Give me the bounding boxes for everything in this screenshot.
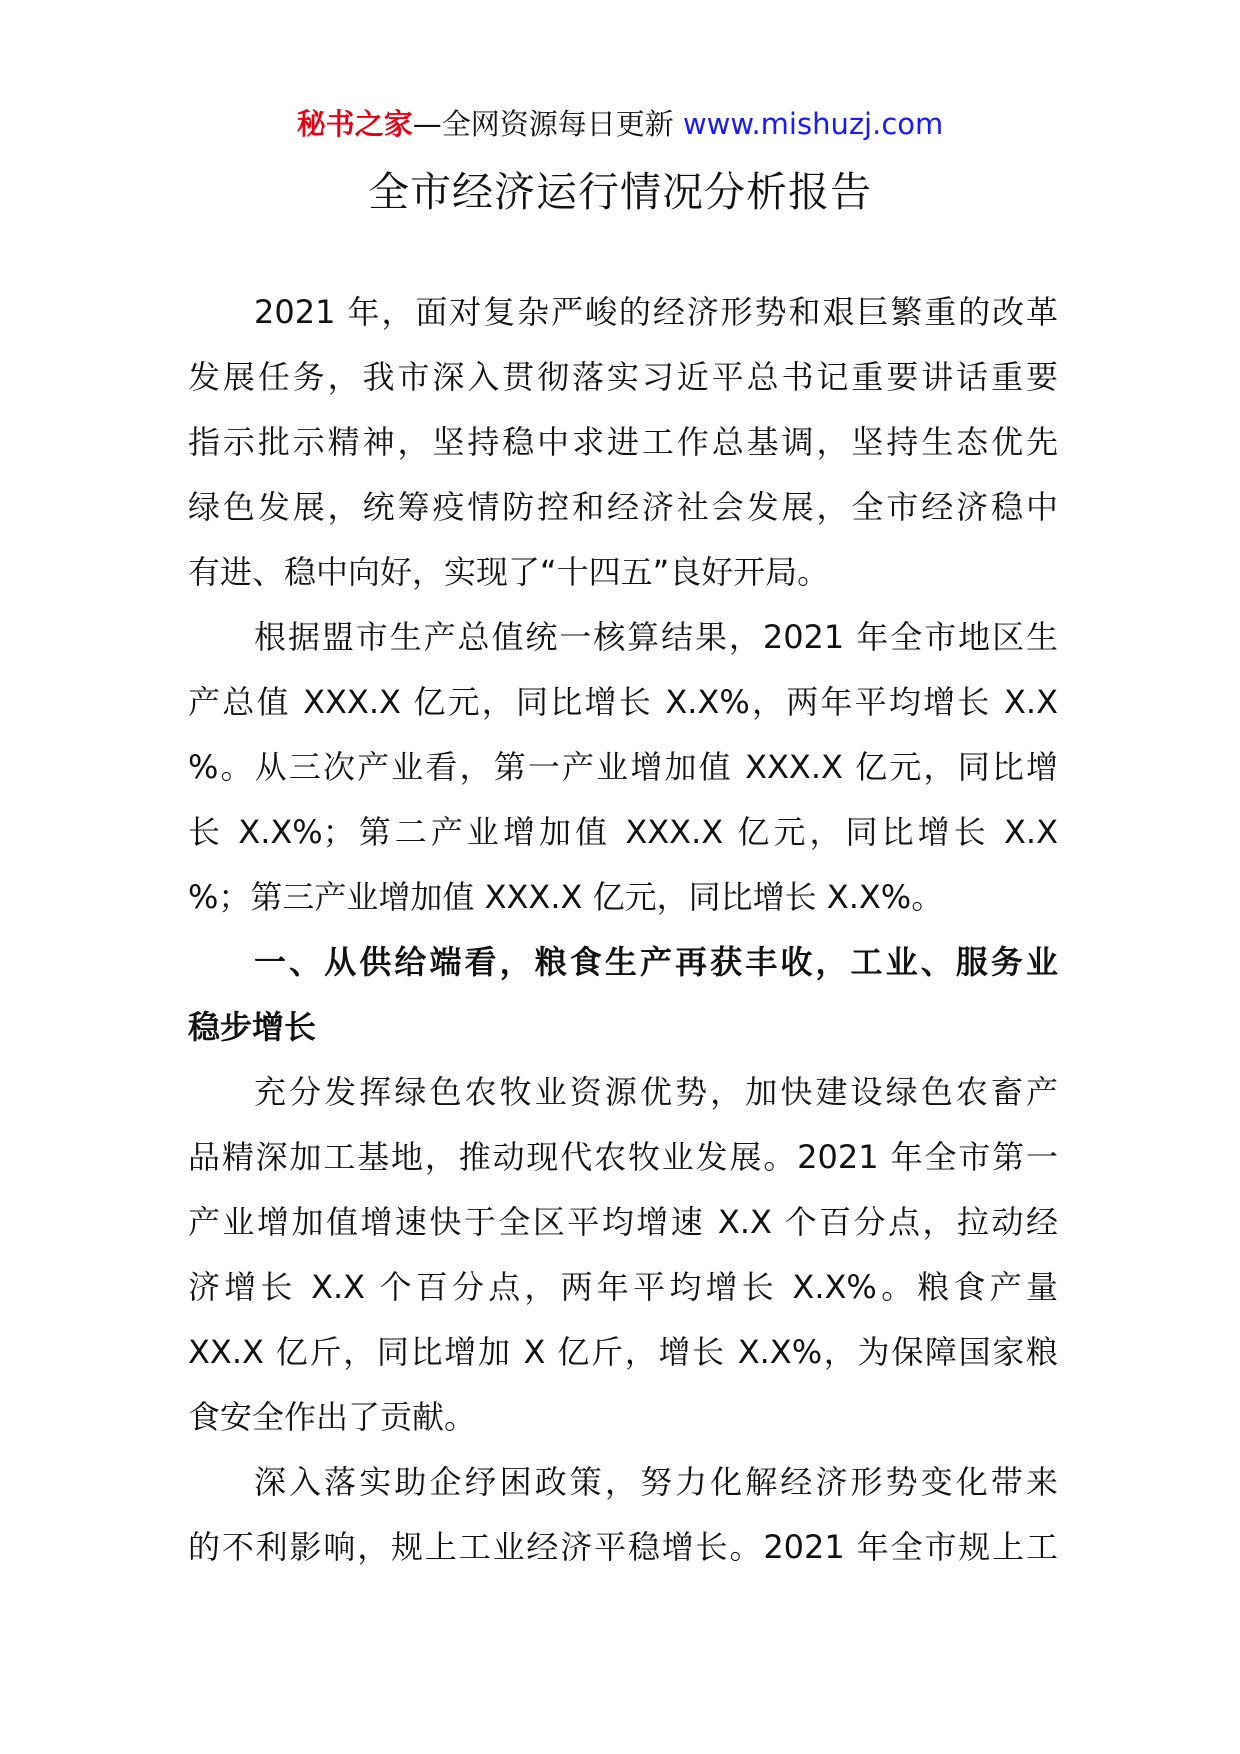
paragraph-line: 根据盟市生产总值统一核算结果，2021 年全市地区生 — [254, 618, 1058, 656]
paragraph-line: 有进、稳中向好，实现了“十四五”良好开局。 — [188, 553, 830, 591]
paragraph-line: 发展任务，我市深入贯彻落实习近平总书记重要讲话重要 — [188, 358, 1058, 396]
site-brand: 秘书之家 — [296, 107, 413, 141]
paragraph-line: 充分发挥绿色农牧业资源优势，加快建设绿色农畜产 — [254, 1073, 1058, 1111]
paragraph-line: 2021 年，面对复杂严峻的经济形势和艰巨繁重的改革 — [254, 293, 1058, 331]
paragraph-line: 济增长 X.X 个百分点，两年平均增长 X.X%。粮食产量 — [188, 1268, 1058, 1306]
site-url-link[interactable]: www.mishuzj.com — [682, 107, 944, 141]
site-tagline: —全网资源每日更新 — [412, 107, 674, 141]
paragraph-line: 产总值 XXX.X 亿元，同比增长 X.X%，两年平均增长 X.X — [188, 683, 1058, 721]
paragraph-line: 食安全作出了贡献。 — [188, 1398, 477, 1436]
paragraph-line: 品精深加工基地，推动现代农牧业发展。2021 年全市第一 — [188, 1138, 1058, 1176]
paragraph-line: 指示批示精神，坚持稳中求进工作总基调，坚持生态优先 — [188, 423, 1058, 461]
document-body — [188, 294, 1058, 1594]
paragraph-line: XX.X 亿斤，同比增加 X 亿斤，增长 X.X%，为保障国家粮 — [188, 1333, 1058, 1371]
paragraph-line: 深入落实助企纾困政策，努力化解经济形势变化带来 — [254, 1463, 1058, 1501]
document-title: 全市经济运行情况分析报告 — [368, 168, 872, 216]
paragraph-line: %。从三次产业看，第一产业增加值 XXX.X 亿元，同比增 — [188, 748, 1058, 786]
section-heading-line: 稳步增长 — [188, 1008, 317, 1046]
paragraph-line: 长 X.X%；第二产业增加值 XXX.X 亿元，同比增长 X.X — [188, 813, 1058, 851]
site-header — [0, 104, 1240, 144]
paragraph-line: 绿色发展，统筹疫情防控和经济社会发展，全市经济稳中 — [188, 488, 1058, 526]
paragraph-line: %；第三产业增加值 XXX.X 亿元，同比增长 X.X%。 — [188, 878, 944, 916]
section-heading-line: 一、从供给端看，粮食生产再获丰收，工业、服务业 — [254, 943, 1058, 981]
paragraph-line: 产业增加值增速快于全区平均增速 X.X 个百分点，拉动经 — [188, 1203, 1058, 1241]
paragraph-line: 的不利影响，规上工业经济平稳增长。2021 年全市规上工 — [188, 1528, 1058, 1566]
